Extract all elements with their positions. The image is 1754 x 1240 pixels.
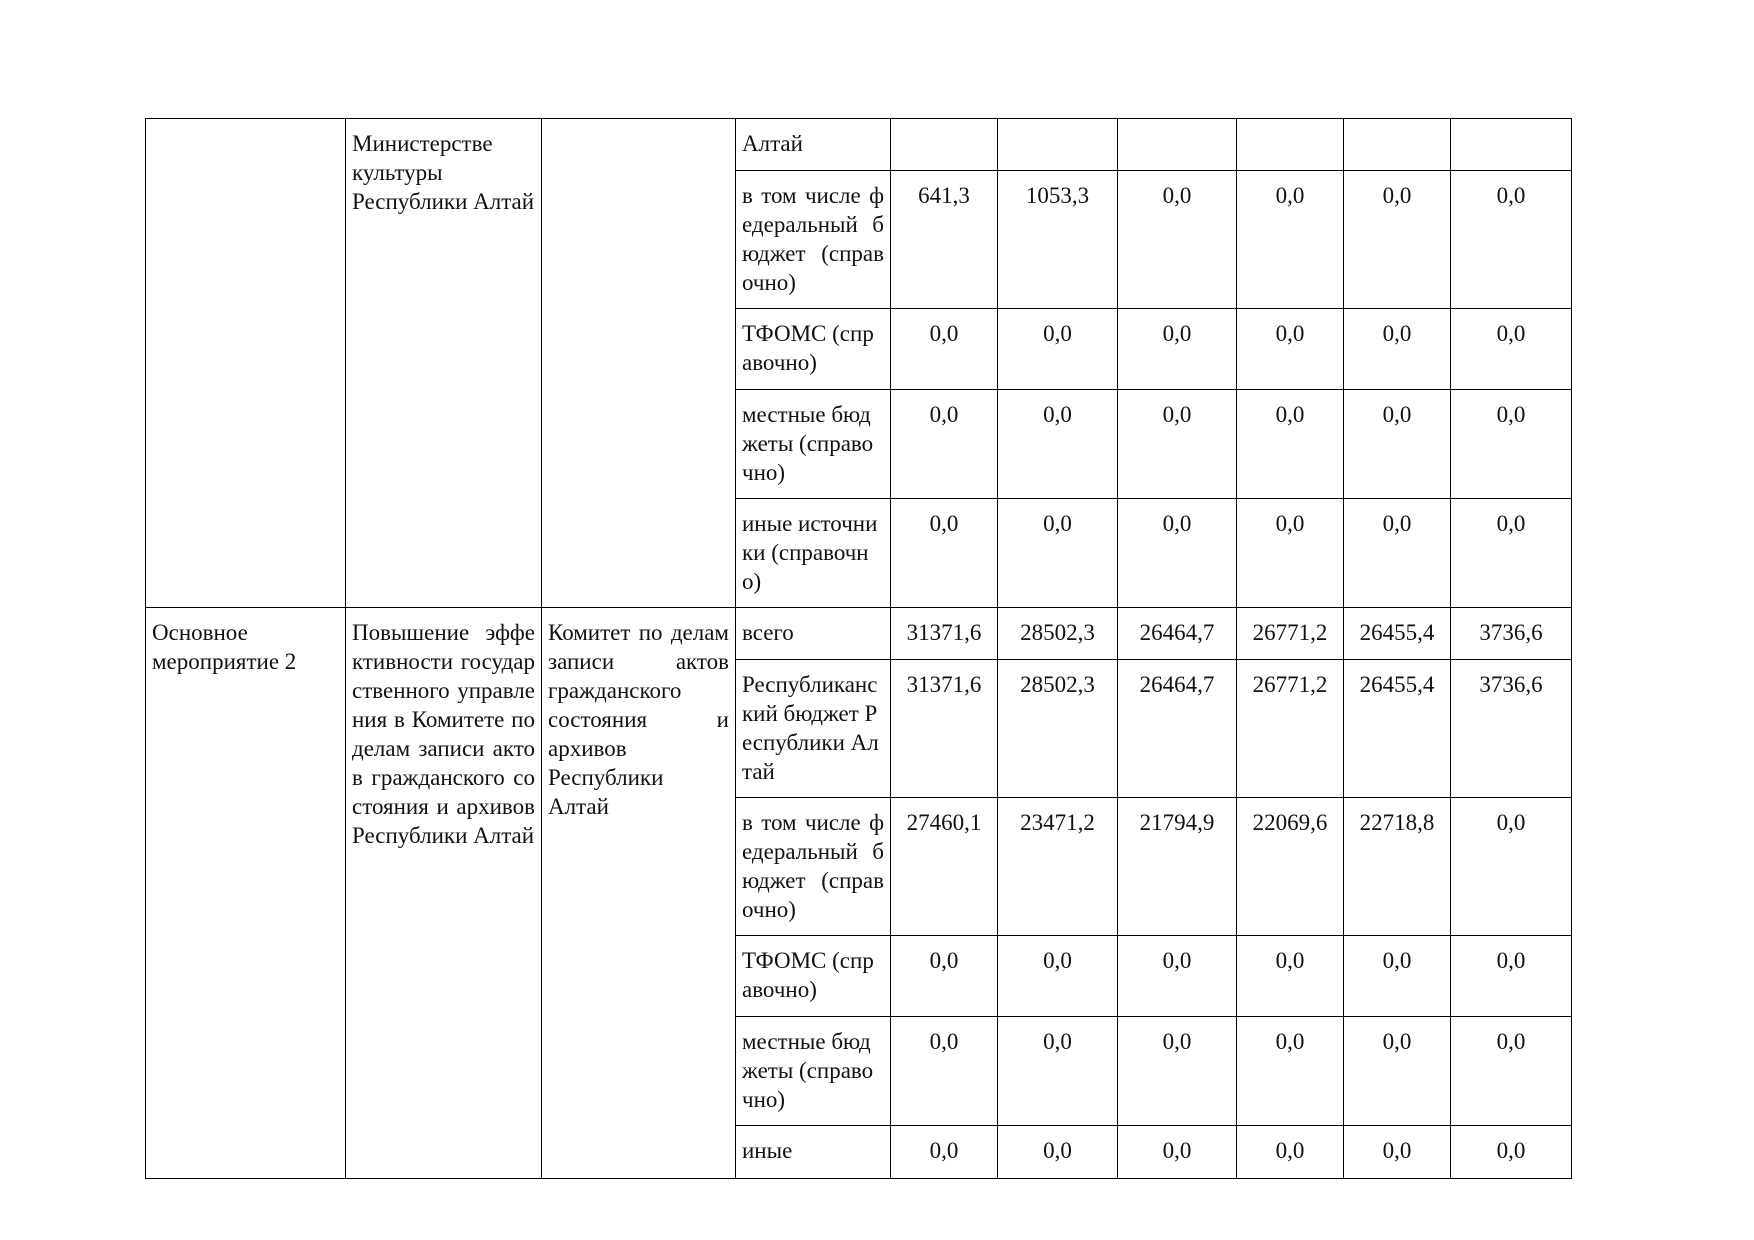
value-cell: 31371,6 bbox=[891, 608, 998, 660]
value-cell: 641,3 bbox=[891, 171, 998, 309]
value-cell: 0,0 bbox=[1451, 309, 1572, 390]
value-cell: 28502,3 bbox=[998, 608, 1118, 660]
value-cell: 21794,9 bbox=[1118, 798, 1237, 936]
value-cell: 22718,8 bbox=[1344, 798, 1451, 936]
value-cell: 0,0 bbox=[1237, 171, 1344, 309]
value-cell: 0,0 bbox=[1344, 936, 1451, 1017]
value-cell: 0,0 bbox=[1451, 798, 1572, 936]
value-cell: 0,0 bbox=[1344, 1017, 1451, 1126]
value-cell bbox=[998, 119, 1118, 171]
value-cell: 0,0 bbox=[998, 390, 1118, 499]
value-cell: 0,0 bbox=[1118, 171, 1237, 309]
value-cell: 0,0 bbox=[998, 1017, 1118, 1126]
value-cell: 26464,7 bbox=[1118, 608, 1237, 660]
value-cell: 3736,6 bbox=[1451, 608, 1572, 660]
value-cell: 0,0 bbox=[891, 499, 998, 608]
value-cell bbox=[1451, 119, 1572, 171]
value-cell: 1053,3 bbox=[998, 171, 1118, 309]
event-cell: Основное мероприятие 2 bbox=[146, 608, 346, 1179]
value-cell: 0,0 bbox=[1451, 1126, 1572, 1179]
value-cell: 26771,2 bbox=[1237, 660, 1344, 798]
value-cell: 0,0 bbox=[1118, 936, 1237, 1017]
source-cell: Алтай bbox=[736, 119, 891, 171]
value-cell: 0,0 bbox=[1118, 1126, 1237, 1179]
name-cell: Повышение эффективности государственного управления в Комитете по делам записи актов гражданского состояния и архивов Республики Алтай bbox=[346, 608, 542, 1179]
value-cell: 23471,2 bbox=[998, 798, 1118, 936]
value-cell: 0,0 bbox=[998, 499, 1118, 608]
value-cell: 0,0 bbox=[998, 1126, 1118, 1179]
value-cell: 0,0 bbox=[1344, 171, 1451, 309]
value-cell: 26464,7 bbox=[1118, 660, 1237, 798]
value-cell: 0,0 bbox=[1451, 171, 1572, 309]
source-cell: иные источники (справочно) bbox=[736, 499, 891, 608]
value-cell: 0,0 bbox=[891, 936, 998, 1017]
value-cell: 0,0 bbox=[1237, 499, 1344, 608]
value-cell bbox=[1237, 119, 1344, 171]
executor-cell: Министерстве культуры Республики Алтай bbox=[346, 119, 542, 608]
event-cell bbox=[146, 119, 346, 608]
value-cell: 0,0 bbox=[1451, 499, 1572, 608]
value-cell: 0,0 bbox=[1237, 309, 1344, 390]
value-cell: 27460,1 bbox=[891, 798, 998, 936]
value-cell: 0,0 bbox=[1237, 1126, 1344, 1179]
value-cell: 31371,6 bbox=[891, 660, 998, 798]
value-cell: 0,0 bbox=[1118, 390, 1237, 499]
value-cell bbox=[1118, 119, 1237, 171]
source-cell: всего bbox=[736, 608, 891, 660]
source-cell: ТФОМС (справочно) bbox=[736, 936, 891, 1017]
value-cell: 26455,4 bbox=[1344, 660, 1451, 798]
value-cell: 26771,2 bbox=[1237, 608, 1344, 660]
source-cell: в том числе федеральный бюджет (справочно) bbox=[736, 798, 891, 936]
value-cell: 0,0 bbox=[1344, 1126, 1451, 1179]
source-cell: Республиканский бюджет Республики Алтай bbox=[736, 660, 891, 798]
value-cell: 0,0 bbox=[1118, 309, 1237, 390]
value-cell: 0,0 bbox=[1237, 936, 1344, 1017]
value-cell: 22069,6 bbox=[1237, 798, 1344, 936]
value-cell: 0,0 bbox=[1118, 1017, 1237, 1126]
table-row bbox=[146, 608, 1572, 660]
source-cell: местные бюджеты (справочно) bbox=[736, 1017, 891, 1126]
value-cell: 0,0 bbox=[1451, 390, 1572, 499]
source-cell: ТФОМС (справочно) bbox=[736, 309, 891, 390]
value-cell: 0,0 bbox=[1344, 309, 1451, 390]
value-cell: 0,0 bbox=[891, 1017, 998, 1126]
value-cell: 0,0 bbox=[891, 390, 998, 499]
value-cell: 0,0 bbox=[1237, 1017, 1344, 1126]
source-cell: в том числе федеральный бюджет (справочно) bbox=[736, 171, 891, 309]
value-cell bbox=[1344, 119, 1451, 171]
value-cell: 0,0 bbox=[1451, 936, 1572, 1017]
value-cell: 0,0 bbox=[998, 936, 1118, 1017]
budget-table bbox=[145, 118, 1572, 1179]
value-cell: 3736,6 bbox=[1451, 660, 1572, 798]
value-cell: 0,0 bbox=[1451, 1017, 1572, 1126]
responsible-cell bbox=[542, 119, 736, 608]
table-row bbox=[146, 119, 1572, 171]
source-cell: местные бюджеты (справочно) bbox=[736, 390, 891, 499]
value-cell bbox=[891, 119, 998, 171]
value-cell: 0,0 bbox=[891, 1126, 998, 1179]
value-cell: 28502,3 bbox=[998, 660, 1118, 798]
source-cell: иные bbox=[736, 1126, 891, 1179]
value-cell: 0,0 bbox=[998, 309, 1118, 390]
executor-cell: Комитет по делам записи актов гражданского состояния и архивов Республики Алтай bbox=[542, 608, 736, 1179]
value-cell: 0,0 bbox=[1118, 499, 1237, 608]
value-cell: 0,0 bbox=[891, 309, 998, 390]
value-cell: 0,0 bbox=[1344, 499, 1451, 608]
value-cell: 0,0 bbox=[1237, 390, 1344, 499]
value-cell: 26455,4 bbox=[1344, 608, 1451, 660]
value-cell: 0,0 bbox=[1344, 390, 1451, 499]
